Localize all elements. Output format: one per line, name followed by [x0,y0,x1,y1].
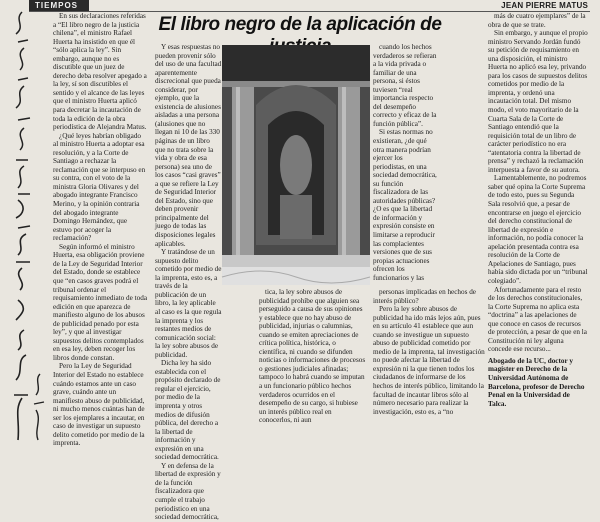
paragraph: personas implicadas en hechos de interés público? [373,288,476,305]
paragraph: En sus declaraciones referidas a “El libro negro de la justicia chilena”, el ministro Rafael Huerta ha insistido en que él “sólo aplica la ley”. Sin embargo, aunque no es discutible que un juez de derecho deba resolver apegado a la ley, sí son discutibles el sentido y el alcance de las leyes que el ministro Huerta aplicó para decretar la incautación de toda la edición de la obra periodística de Alejandra Matus. [53,12,147,132]
paragraph: Y en defensa de la libertad de expresión y de la función fiscalizadora que cumple el trabajo periodístico en una sociedad democrática, [155,461,221,522]
article-column-4-top [373,43,437,288]
paragraph: Y tratándose de un supuesto delito cometido por medio de la imprenta, esto es, a través de la publicación de un libro, la ley aplicable al caso es la que regula la imprenta y los restantes medios de comunicación social: la ley sobre abusos de publicidad. [155,248,222,359]
paragraph: Según informó el ministro Huerta, esa obligación proviene de la Ley de Seguridad Interior del Estado, donde se establece que “en casos graves podrá el tribunal ordenar el requisamiento inmediato de toda edición en que aparezca de manifiesto alguno de los abusos de publicidad penado por esta ley”, y que al investigar supuestos delitos contemplados en esa ley, deben recoger los libros donde constan. [53,242,148,362]
paragraph: cuando los hechos verdaderos se refieran a la vida privada o familiar de una persona, si éstos tuviesen “real importancia respecto del desempeño correcto y eficaz de la función pública”. [373,43,437,128]
paragraph: Pero la ley sobre abusos de publicidad ha ido más lejos aún, pues en su artículo 41 establece que aun cuando se investigue un supuesto abuso de publicidad cometido por medio de la imprenta, tal investigación no puede afectar la libertad de expresión ni la que tienen todos los ciudadanos de informarse de los hechos de interés público, limitando la facultad de incautar libros sólo al número necesario para realizar la investigación, esto es, a “no [373,305,485,416]
article-column-5 [488,12,588,452]
headline: El libro negro de la aplicación de [158,14,442,35]
paragraph: Lamentablemente, no podremos saber qué opina la Corte Suprema de todo esto, pues su Segunda Sala resolvió que, a pesar de encontrarse en juego el ejercicio del derecho constitucional de libertad de expresión e información, no podía conocer la apelación presentada contra esa resolución de la Corte de Apelaciones de Santiago, pues había sido dictada por un “tribunal colegiado”. [488,174,588,285]
section-label: TIEMPOS [29,0,89,11]
article-column-3 [259,288,366,453]
paragraph: Sin embargo, y aunque el propio ministro Servando Jordán fundó su petición de requisamiento en una disposición, el ministro Huerta no aplicó esa ley, privando para los casos de supuestos delitos cometidos por medio de la imprenta, y ordenó una incautación total. Del mismo modo, el voto mayoritario de la Cuarta Sala de la Corte de Santiago entendió que la requisición total de un libro de carácter periodístico no era “atentatoria contra la libertad de prensa” y rechazó la reclamación interpuesta a favor de su autora. [488,29,588,174]
handwritten-archive-note [4,0,48,454]
courtroom-photo [222,45,370,285]
author-credit: Abogado de la UC, doctor y magíster en Derecho de la Universidad Autónoma de Barcelona, profesor de Derecho Penal en la Universidad de Talca. [488,356,585,408]
paragraph: Afortunadamente para el resto de los derechos constitucionales, la Corte Suprema no aplica esta “doctrina” a las apelaciones de que conoce en casos de recursos de protección, a pesar de que en la Constitución ni ley alguna concede ese recurso... [488,285,587,354]
author-byline: JEAN PIERRE MATUS [501,1,588,10]
article-column-2 [155,43,222,522]
article-column-4-bottom [373,288,485,453]
paragraph: Y esas respuestas no pueden provenir sólo del uso de una facultad aparentemente discrecional que pueda considerar, por ejemplo, que la existencia de alusiones aisladas a una persona (alusiones que no llegan ni 10 de las 330 páginas de un libro que no trata sobre la vida y obra de esa persona) sea uno de los casos “casi graves” a que se refiere la Ley de Seguridad Interior del Estado, sino que deben provenir principalmente del juego de todas las disposiciones legales aplicables. [155,43,222,248]
article-column-1 [53,12,147,452]
paragraph: más de cuatro ejemplares” de la obra de que se trate. [488,12,586,29]
paragraph: Dicha ley ha sido establecida con el propósito declarado de regular el ejercicio, por medio de la imprenta y otros medios de difusión pública, del derecho a la libertad de información y expresión en una sociedad democrática. [155,359,221,462]
paragraph: tica, la ley sobre abusos de publicidad prohíbe que alguien sea perseguido a causa de sus opiniones y establece que no hay abuso de publicidad, injurias o calumnias, cuando se emiten apreciaciones de crítica política, histórica, o científica, ni cuando se difunden noticias o informaciones de procesos o gestiones judiciales afinadas; tampoco lo habrá cuando se imputan a un funcionario público hechos verdaderos ocurridos en el desempeño de su cargo, si hubiese un interés público real en conocerlos, ni aun [259,288,366,425]
paragraph: ¿Qué leyes habrían obligado al ministro Huerta a adoptar esa resolución, y a la Corte de Santiago a rechazar la reclamación que se interpuso en su contra, con el voto de la ministra Gloria Olivares y del abogado integrante Francisco Merino, y la opinión contraria del abogado integrante Domingo Hernández, que estuvo por acoger la reclamación? [53,131,146,243]
paragraph: Si estas normas no existieran, ¿de qué otra manera podrían ejercer los periodistas, en una sociedad democrática, su función fiscalizadora de las autoridades públicas? ¿O es que la libertad de información y expresión consiste en limitarse a reproducir las complacientes versiones que de sus propias actuaciones ofrecen los funcionarios y las [373,128,437,282]
paragraph: Pero la Ley de Seguridad Interior del Estado no establece cuándo estamos ante un caso grave, cuándo ante un manifiesto abuso de publicidad, ni mucho menos cuántas han de ser los ejemplares a incautar, en caso de investigar un supuesto delito cometido por medio de la imprenta. [53,362,145,448]
